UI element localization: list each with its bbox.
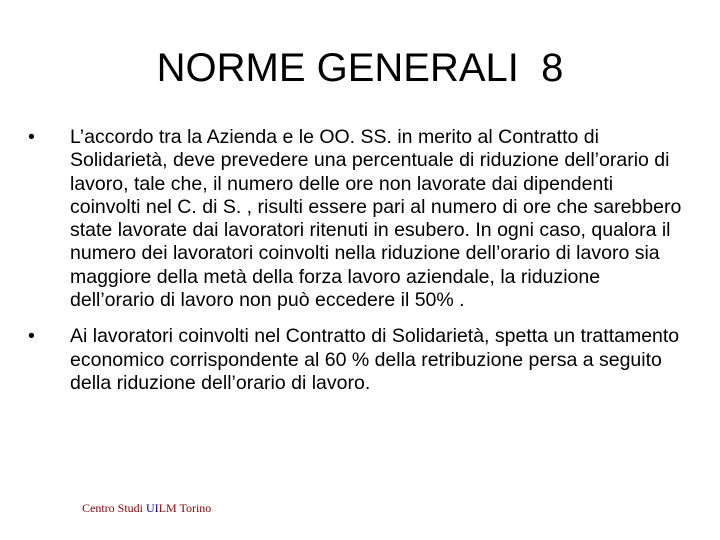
bullet-text: Ai lavoratori coinvolti nel Contratto di Solidarietà, spetta un trattamento economico corrispondente al 60 % della retribuzione persa a seguito della riduzione dell’orario di lavoro.	[70, 325, 680, 394]
bullet-item	[28, 126, 688, 312]
footer-credit	[82, 500, 211, 516]
footer-text-end: LM Torino	[158, 501, 212, 515]
bullet-text: L’accordo tra la Azienda e le OO. SS. in merito al Contratto di Solidarietà, deve prevedere una percentuale di riduzione dell’orario di lavoro, tale che, il numero delle ore non lavorate dai dipendenti coinvolti nel C. di S. , risulti essere pari al numero di ore che sarebbero state lavorate dai lavoratori ritenuti in esubero. In ogni caso, qualora il numero dei lavoratori coinvolti nella riduzione dell’orario di lavoro sia maggiore della metà della forza lavoro aziendale, la riduzione dell’orario di lavoro non può eccedere il 50% .	[70, 126, 682, 312]
bullet-marker: •	[28, 126, 35, 148]
footer-text-accent: UI	[146, 501, 159, 515]
bullet-list	[28, 126, 688, 408]
bullet-marker: •	[28, 325, 35, 348]
bullet-item	[28, 325, 688, 395]
footer-text-start: Centro Studi	[82, 501, 147, 515]
slide-title: NORME GENERALI 8	[156, 46, 564, 90]
